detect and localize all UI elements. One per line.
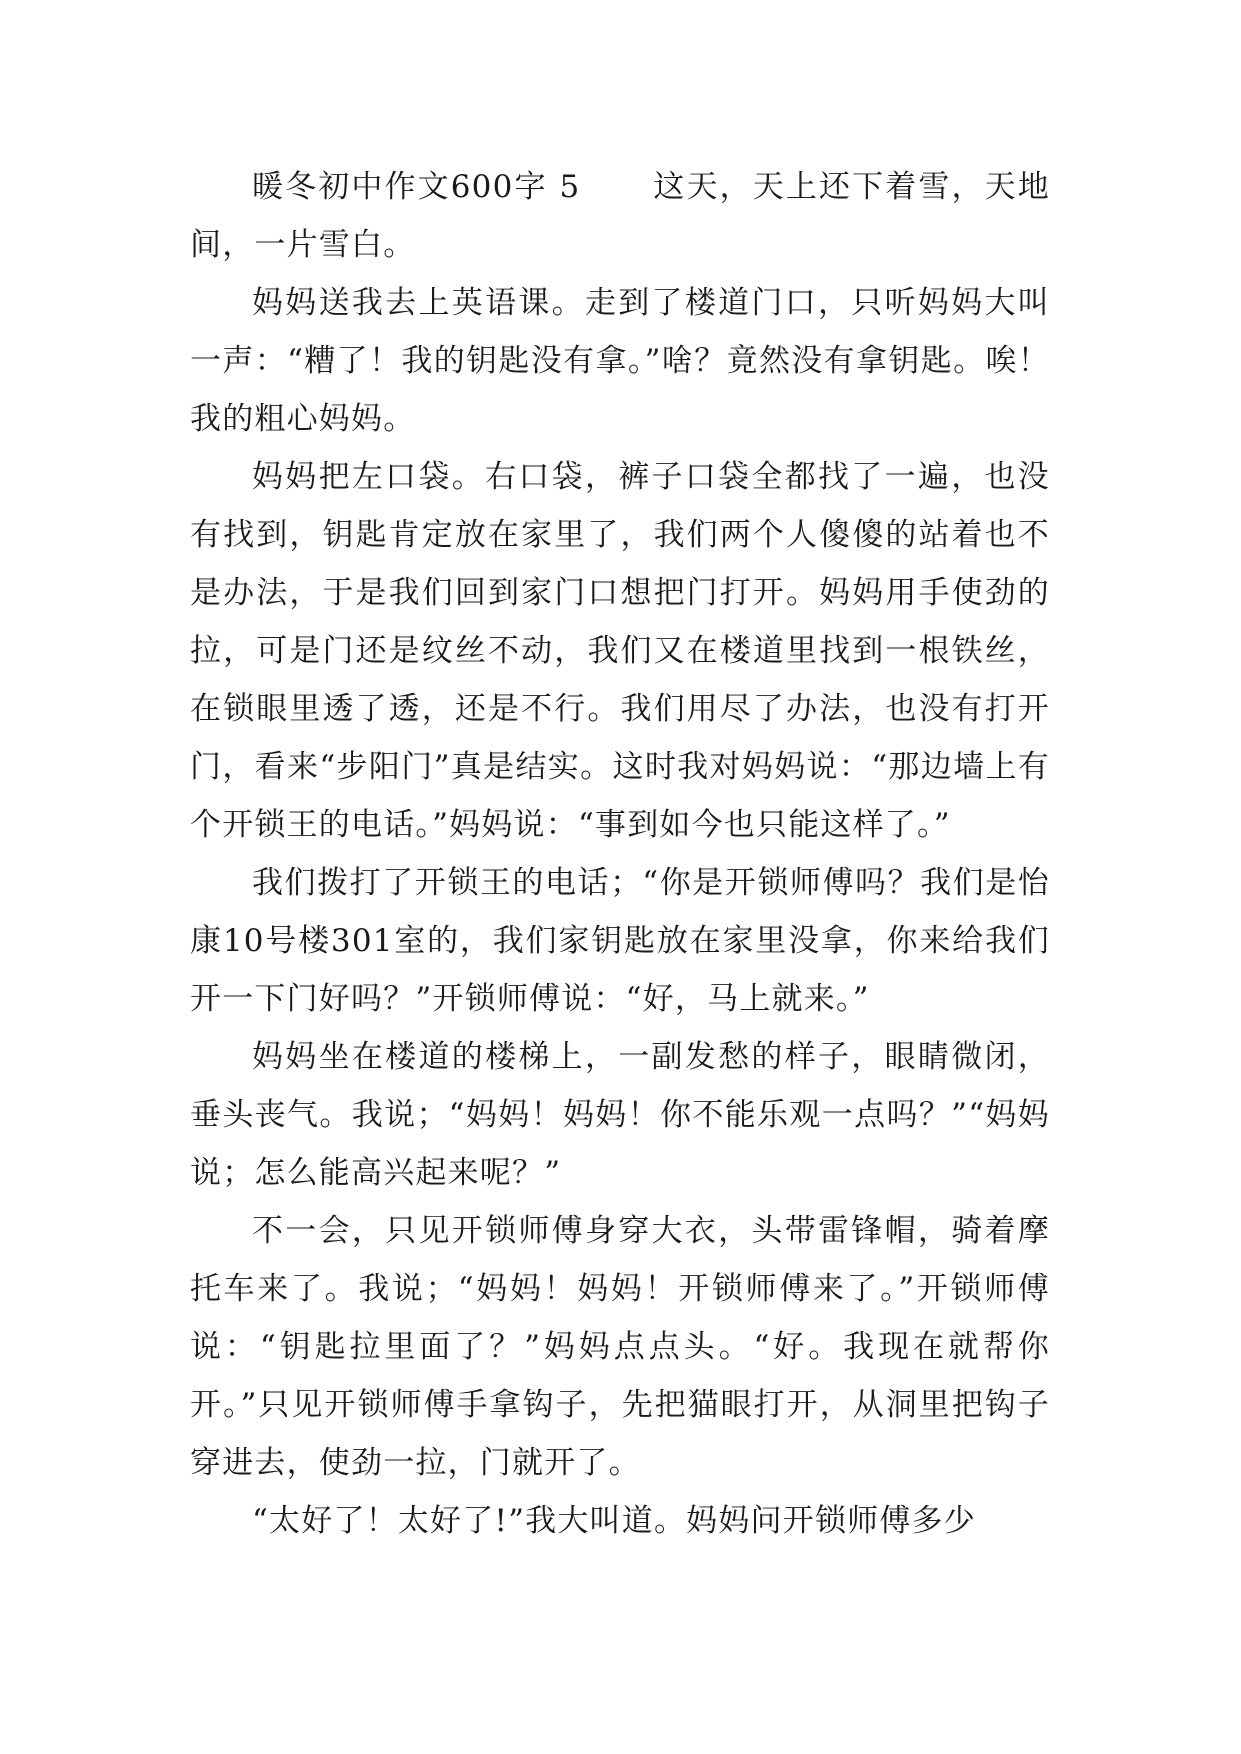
paragraph: 我们拨打了开锁王的电话；“你是开锁师傅吗？我们是怡康10号楼301室的，我们家钥匙放在家里没拿，你来给我们开一下门好吗？”开锁师傅说：“好，马上就来。” bbox=[190, 865, 1050, 1017]
paragraph: “太好了！太好了!”我大叫道。妈妈问开锁师傅多少 bbox=[252, 1503, 976, 1539]
paragraph: 妈妈坐在楼道的楼梯上，一副发愁的样子，眼睛微闭，垂头丧气。我说；“妈妈！妈妈！你不能乐观一点吗？”“妈妈说；怎么能高兴起来呢？” bbox=[190, 1039, 1050, 1191]
paragraph: 妈妈送我去上英语课。走到了楼道门口，只听妈妈大叫一声：“糟了！我的钥匙没有拿。”啥？竟然没有拿钥匙。唉！我的粗心妈妈。 bbox=[190, 285, 1050, 437]
paragraph: 这天，天上还下着雪，天地间，一片雪白。 bbox=[190, 169, 1050, 263]
paragraph: 不一会，只见开锁师傅身穿大衣，头带雷锋帽，骑着摩托车来了。我说；“妈妈！妈妈！开锁师傅来了。”开锁师傅说：“钥匙拉里面了？”妈妈点点头。“好。我现在就帮你开。”只见开锁师傅手拿钩子，先把猫眼打开，从洞里把钩子穿进去，使劲一拉，门就开了。 bbox=[190, 1213, 1050, 1481]
paragraph: 妈妈把左口袋。右口袋，裤子口袋全都找了一遍，也没有找到，钥匙肯定放在家里了，我们两个人傻傻的站着也不是办法，于是我们回到家门口想把门打开。妈妈用手使劲的拉，可是门还是纹丝不动，我们又在楼道里找到一根铁丝，在锁眼里透了透，还是不行。我们用尽了办法，也没有打开门，看来“步阳门”真是结实。这时我对妈妈说：“那边墙上有个开锁王的电话。”妈妈说：“事到如今也只能这样了。” bbox=[190, 459, 1050, 843]
essay-title: 暖冬初中作文600字 5 bbox=[252, 169, 581, 205]
first-paragraph bbox=[190, 158, 1050, 274]
essay-body bbox=[190, 158, 1050, 1550]
